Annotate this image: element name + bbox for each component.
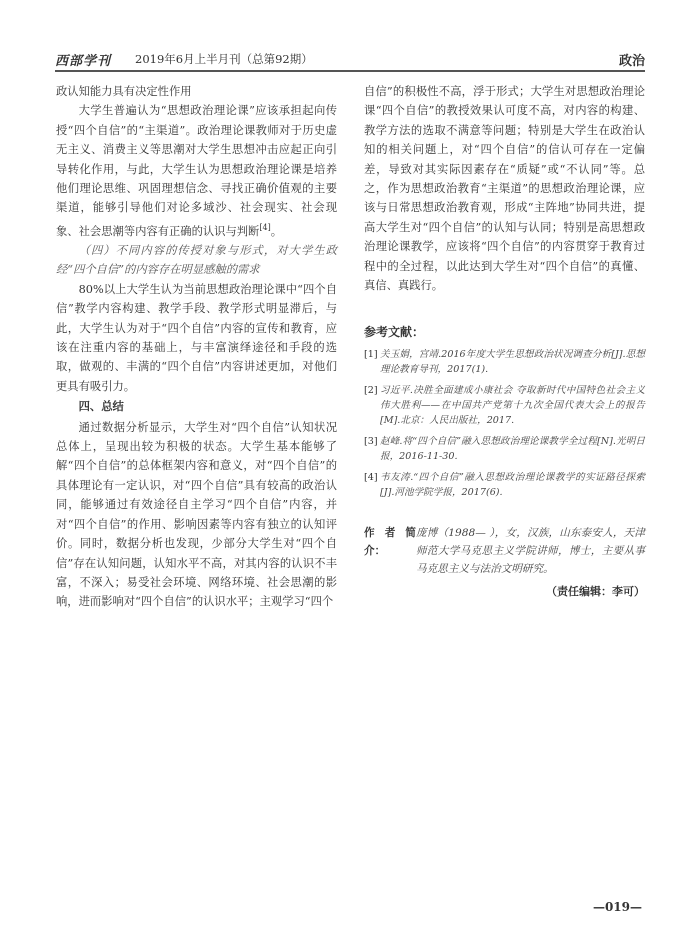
author-bio bbox=[364, 524, 645, 578]
reference-text: 习近平.决胜全面建成小康社会 夺取新时代中国特色社会主义伟大胜利——在中国共产党第十九次全国代表大会上的报告[M].北京：人民出版社，2017. bbox=[380, 384, 645, 426]
reference-item bbox=[364, 470, 645, 500]
paragraph: 80%以上大学生认为当前思想政治理论课中“四个自信”教学内容构建、教学手段、教学形式明显滞后，与此，大学生认为对于“四个自信”内容的宣传和教育，应该在注重内容的基础上，与丰富演绎途径和手段的选取，做观的、丰满的“四个自信”内容讲述更加，对他们更具有吸引力。 bbox=[56, 282, 337, 393]
paragraph: 政认知能力具有决定性作用 bbox=[56, 85, 192, 98]
reference-number: [3] bbox=[364, 435, 378, 447]
author-text: 庞博（1988— ），女，汉族，山东泰安人，天津师范大学马克思主义学院讲师，博士，主要从事马克思主义与法治文明研究。 bbox=[416, 526, 645, 575]
left-column bbox=[56, 82, 337, 612]
reference-list bbox=[364, 347, 645, 500]
reference-item bbox=[364, 383, 645, 428]
paragraph: 大学生普遍认为“思想政治理论课”应该承担起向传授“四个自信”的“主渠道”。政治理论课教师对于历史虚无主义、消费主义等思潮对大学生思想冲击应起正向引导转化作用，与此，大学生认为思想政治理论课是培养他们理论思维、巩固理想信念、寻找正确价值观的主要渠道，能够引导他们对论多域沙、社会现实、社会现象、社会思潮等内容有正确的认识与判断[4]。 bbox=[56, 104, 337, 238]
reference-item bbox=[364, 434, 645, 464]
paragraph: 通过数据分析显示，大学生对“四个自信”认知状况总体上，呈现出较为积极的状态。大学生基本能够了解“四个自信”的总体框架内容和意义，对“四个自信”的具体理论有一定认识，对“四个自信”具有较高的政治认同，能够通过有效途径自主学习“四个自信”内容，并对“四个自信”的作用、影响因素等内容有独立的认知评价。同时，数据分析也发现，少部分大学生对“四个自信”存在认知问题，认知水平不高，对其内容的认识不丰富，不深入；易受社会环境、网络环境、社会思潮的影响，进而影响对“四个自信”的认识水平；主观学习“四个 bbox=[56, 420, 337, 609]
paragraph: 自信”的积极性不高，浮于形式；大学生对思想政治理论课“四个自信”的教授效果认可度不高，对内容的构建、教学方法的选取不满意等问题；特别是大学生在政治认知的相关问题上，对“四个自信”的信认可存在一定偏差，导致对其实际因素存在“质疑”或“不认同”等。总之，作为思想政治教育“主渠道”的思想政治理论课，应该与日常思想政治教育观，形成“主阵地”协同共进，提高大学生对“四个自信”的认知与认同；特别是高思想政治理论课教学，应该将“四个自信”的内容贯穿于教育过程中的全过程，以此达到大学生对“四个自信”的真懂、真信、真践行。 bbox=[364, 85, 645, 293]
section-label: 政治 bbox=[618, 54, 645, 69]
running-header bbox=[55, 48, 645, 72]
reference-text: 赵峰.将“四个自信”融入思想政治理论课教学全过程[N].光明日报，2016-11-30. bbox=[380, 435, 645, 462]
editor-note: （责任编辑：李可） bbox=[546, 584, 645, 598]
citation-marker: [4] bbox=[259, 222, 271, 232]
right-column bbox=[364, 82, 645, 601]
reference-text: 关玉娟，宫靖.2016年度大学生思想政治状况调查分析[J].思想理论教育导刊，2017(1). bbox=[380, 348, 645, 375]
reference-text: 韦友涛.“四个自信”融入思想政治理论课教学的实证路径探索[J].河池学院学报，2017(6). bbox=[380, 471, 645, 498]
reference-item bbox=[364, 347, 645, 377]
references-title: 参考文献： bbox=[364, 325, 425, 340]
reference-number: [1] bbox=[364, 348, 378, 360]
author-label: 作者简介： bbox=[364, 526, 416, 557]
reference-number: [4] bbox=[364, 471, 378, 483]
page-number: —019— bbox=[592, 900, 642, 914]
section-heading: 四、总结 bbox=[78, 399, 124, 414]
issue-info: 2019年6月上半月刊（总第92期） bbox=[135, 52, 313, 66]
journal-title: 西部学刊 bbox=[55, 54, 112, 69]
paragraph-text: 大学生普遍认为“思想政治理论课”应该承担起向传授“四个自信”的“主渠道”。政治理论课教师对于历史虚无主义、消费主义等思潮对大学生思想冲击应起正向引导转化作用，与此，大学生认为思想政治理论课是培养他们理论思维、巩固理想信念、寻找正确价值观的主要渠道，能够引导他们对论多域沙、社会现实、社会现象、社会思潮等内容有正确的认识与判断 bbox=[56, 104, 337, 238]
subsection-heading: （四）不同内容的传授对象与形式，对大学生政经“四个自信”的内容存在明显感触的需求 bbox=[56, 244, 337, 277]
reference-number: [2] bbox=[364, 384, 378, 396]
